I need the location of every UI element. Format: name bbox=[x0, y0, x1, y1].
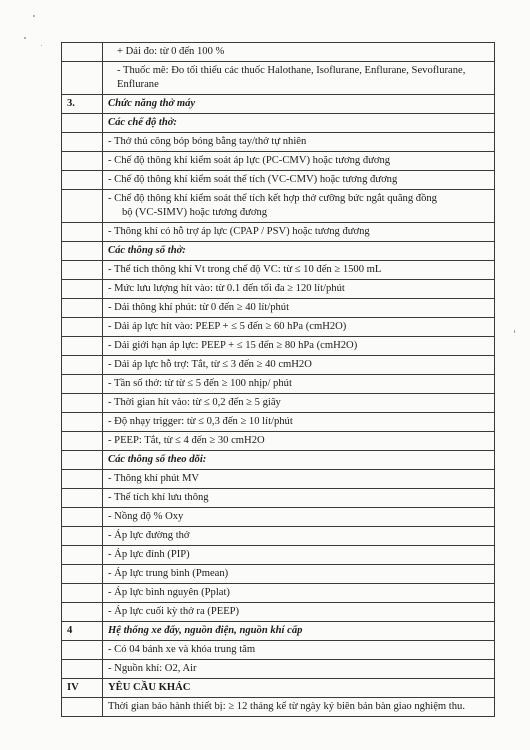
subsection-heading: Các thông số thở: bbox=[103, 242, 495, 261]
table-row bbox=[62, 114, 495, 133]
spec-text: - PEEP: Tắt, từ ≤ 4 đến ≥ 30 cmH2O bbox=[103, 432, 495, 451]
spec-text: - Thời gian hít vào: từ ≤ 0,2 đến ≥ 5 giây bbox=[103, 394, 495, 413]
table-row bbox=[62, 660, 495, 679]
table-row bbox=[62, 356, 495, 375]
row-number bbox=[62, 171, 103, 190]
table-row bbox=[62, 280, 495, 299]
table-row bbox=[62, 171, 495, 190]
table-row bbox=[62, 432, 495, 451]
row-number bbox=[62, 190, 103, 223]
table-row bbox=[62, 375, 495, 394]
spec-table bbox=[61, 42, 495, 717]
row-number bbox=[62, 152, 103, 171]
row-number bbox=[62, 114, 103, 133]
section-heading: YÊU CẦU KHÁC bbox=[103, 679, 495, 698]
scan-speck bbox=[24, 37, 26, 39]
spec-text-line: - Chế độ thông khí kiểm soát thể tích kết hợp thở cưỡng bức ngắt quãng đồng bbox=[108, 193, 437, 204]
spec-text: - Áp lực bình nguyên (Pplat) bbox=[103, 584, 495, 603]
spec-text: - Áp lực trung bình (Pmean) bbox=[103, 565, 495, 584]
spec-text: - Nồng độ % Oxy bbox=[103, 508, 495, 527]
spec-text: - Thể tích khí lưu thông bbox=[103, 489, 495, 508]
table-row bbox=[62, 152, 495, 171]
row-number bbox=[62, 337, 103, 356]
table-row bbox=[62, 261, 495, 280]
row-number bbox=[62, 470, 103, 489]
row-number bbox=[62, 413, 103, 432]
row-number bbox=[62, 451, 103, 470]
table-row bbox=[62, 622, 495, 641]
spec-text: - Áp lực đỉnh (PIP) bbox=[103, 546, 495, 565]
table-row bbox=[62, 603, 495, 622]
table-row bbox=[62, 451, 495, 470]
spec-text: - Độ nhạy trigger: từ ≤ 0,3 đến ≥ 10 lít/phút bbox=[103, 413, 495, 432]
table-row bbox=[62, 190, 495, 223]
table-row bbox=[62, 62, 495, 95]
spec-text: - Dải áp lực hỗ trợ: Tắt, từ ≤ 3 đến ≥ 40 cmH2O bbox=[103, 356, 495, 375]
subsection-heading: Các chế độ thở: bbox=[103, 114, 495, 133]
table-row bbox=[62, 43, 495, 62]
spec-text: - Thuốc mê: Đo tối thiểu các thuốc Halothane, Isoflurane, Enflurane, Sevoflurane, Enflurane bbox=[103, 62, 495, 95]
spec-text bbox=[103, 190, 495, 223]
row-number bbox=[62, 242, 103, 261]
spec-text: - Dải thông khí phút: từ 0 đến ≥ 40 lít/phút bbox=[103, 299, 495, 318]
table-row bbox=[62, 413, 495, 432]
subsection-heading: Các thông số theo dõi: bbox=[103, 451, 495, 470]
scan-speck bbox=[514, 330, 515, 333]
row-number bbox=[62, 62, 103, 95]
spec-text: - Thể tích thông khí Vt trong chế độ VC: từ ≤ 10 đến ≥ 1500 mL bbox=[103, 261, 495, 280]
row-number: IV bbox=[62, 679, 103, 698]
table-row bbox=[62, 527, 495, 546]
row-number bbox=[62, 280, 103, 299]
row-number bbox=[62, 299, 103, 318]
row-number bbox=[62, 394, 103, 413]
spec-text-line: bộ (VC-SIMV) hoặc tương đương bbox=[122, 207, 268, 218]
row-number bbox=[62, 223, 103, 242]
scan-speck bbox=[33, 15, 35, 17]
spec-text: - Mức lưu lượng hít vào: từ 0.1 đến tối đa ≥ 120 lít/phút bbox=[103, 280, 495, 299]
table-row bbox=[62, 318, 495, 337]
table-row bbox=[62, 242, 495, 261]
scan-speck bbox=[41, 45, 42, 46]
table-row bbox=[62, 698, 495, 717]
row-number bbox=[62, 318, 103, 337]
section-heading: Chức năng thở máy bbox=[103, 95, 495, 114]
row-number bbox=[62, 508, 103, 527]
spec-text: - Chế độ thông khí kiểm soát áp lực (PC-CMV) hoặc tương đương bbox=[103, 152, 495, 171]
table-row bbox=[62, 133, 495, 152]
row-number bbox=[62, 375, 103, 394]
spec-text: + Dải đo: từ 0 đến 100 % bbox=[103, 43, 495, 62]
row-number bbox=[62, 489, 103, 508]
row-number bbox=[62, 698, 103, 717]
spec-text: - Dải áp lực hít vào: PEEP + ≤ 5 đến ≥ 60 hPa (cmH2O) bbox=[103, 318, 495, 337]
table-row bbox=[62, 489, 495, 508]
spec-text: - Nguồn khí: O2, Air bbox=[103, 660, 495, 679]
row-number bbox=[62, 432, 103, 451]
row-number: 3. bbox=[62, 95, 103, 114]
table-row bbox=[62, 584, 495, 603]
row-number bbox=[62, 527, 103, 546]
table-row bbox=[62, 95, 495, 114]
row-number bbox=[62, 603, 103, 622]
row-number bbox=[62, 546, 103, 565]
spec-text: - Thở thủ công bóp bóng bằng tay/thở tự nhiên bbox=[103, 133, 495, 152]
row-number bbox=[62, 641, 103, 660]
table-row bbox=[62, 299, 495, 318]
row-number bbox=[62, 565, 103, 584]
row-number bbox=[62, 660, 103, 679]
section-heading: Hệ thống xe đẩy, nguồn điện, nguồn khí cấp bbox=[103, 622, 495, 641]
row-number bbox=[62, 584, 103, 603]
spec-text: - Dải giới hạn áp lực: PEEP + ≤ 15 đến ≥ 80 hPa (cmH2O) bbox=[103, 337, 495, 356]
table-row bbox=[62, 394, 495, 413]
table-row bbox=[62, 337, 495, 356]
table-row bbox=[62, 508, 495, 527]
spec-text: - Áp lực cuối kỳ thở ra (PEEP) bbox=[103, 603, 495, 622]
row-number bbox=[62, 43, 103, 62]
table-row bbox=[62, 641, 495, 660]
spec-text: - Thông khí phút MV bbox=[103, 470, 495, 489]
table-row bbox=[62, 546, 495, 565]
spec-text: - Áp lực đường thở bbox=[103, 527, 495, 546]
row-number: 4 bbox=[62, 622, 103, 641]
table-row bbox=[62, 565, 495, 584]
table-row bbox=[62, 470, 495, 489]
row-number bbox=[62, 133, 103, 152]
row-number bbox=[62, 261, 103, 280]
table-row bbox=[62, 679, 495, 698]
spec-text: Thời gian bảo hành thiết bị: ≥ 12 tháng kể từ ngày ký biên bản bàn giao nghiệm thu. bbox=[103, 698, 495, 717]
spec-text: - Tần số thở: từ từ ≤ 5 đến ≥ 100 nhịp/ phút bbox=[103, 375, 495, 394]
spec-text: - Thông khí có hỗ trợ áp lực (CPAP / PSV) hoặc tương đương bbox=[103, 223, 495, 242]
table-row bbox=[62, 223, 495, 242]
row-number bbox=[62, 356, 103, 375]
spec-text: - Chế độ thông khí kiểm soát thể tích (VC-CMV) hoặc tương đương bbox=[103, 171, 495, 190]
spec-text: - Có 04 bánh xe và khóa trung tâm bbox=[103, 641, 495, 660]
